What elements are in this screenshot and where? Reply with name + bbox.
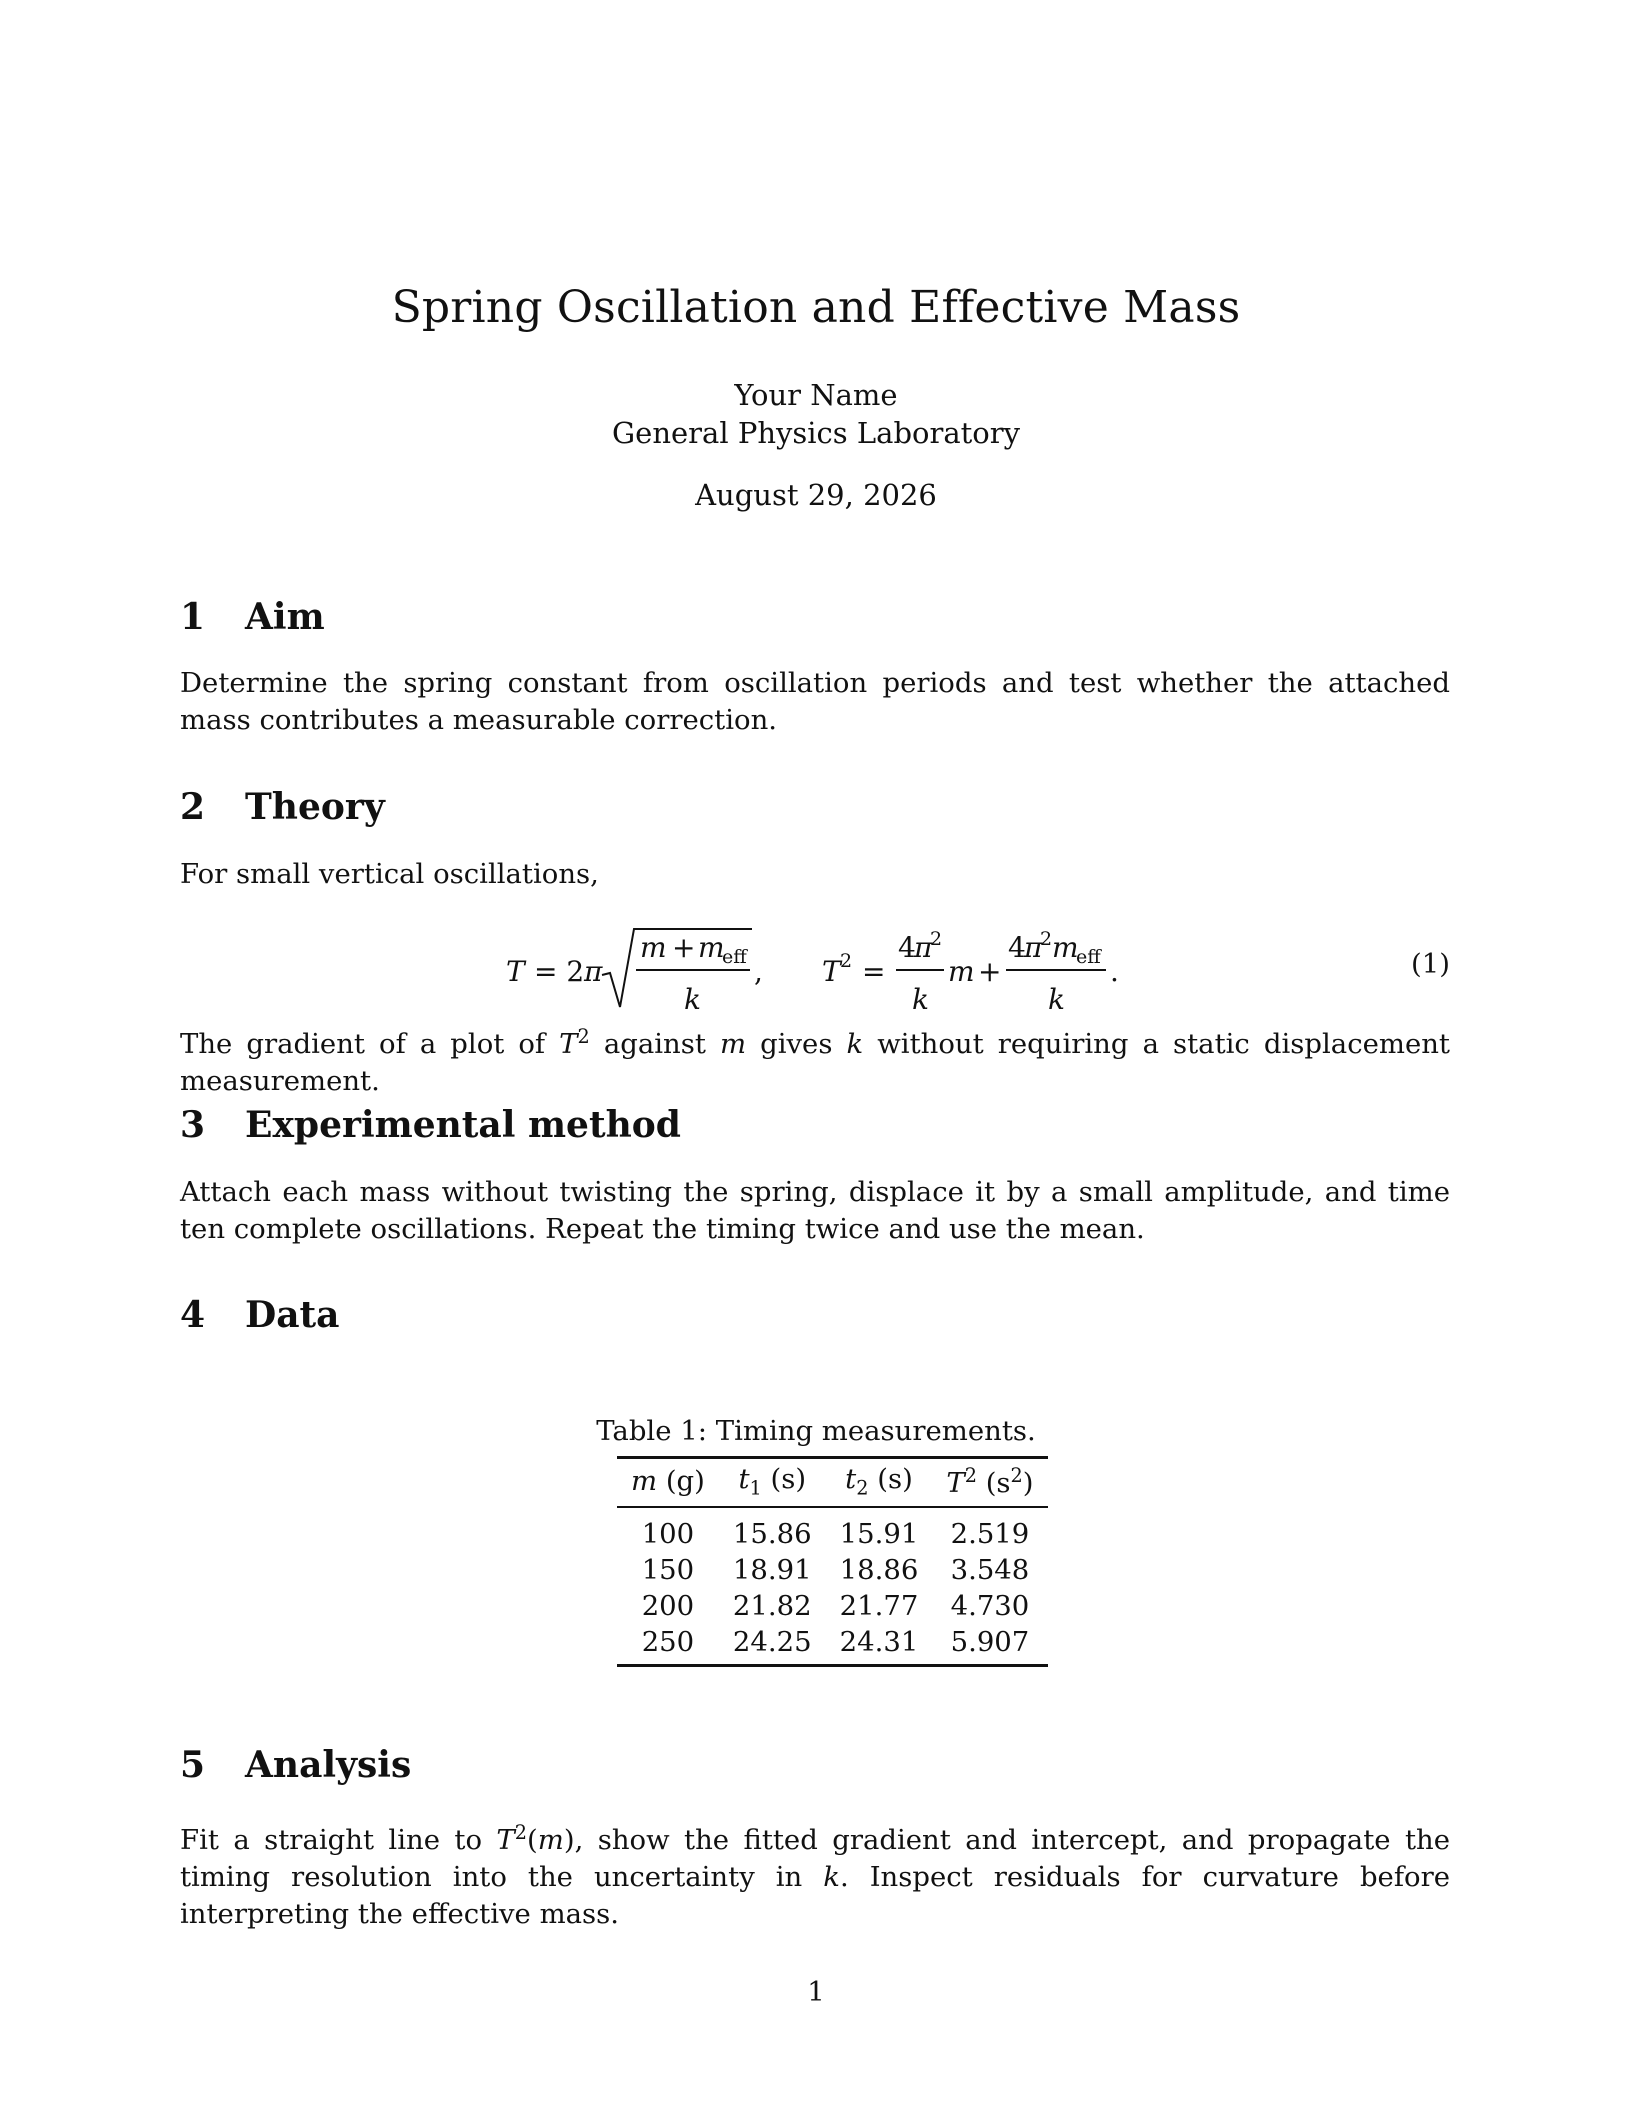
column-header-t1: $t_1$ (s) <box>719 1458 826 1507</box>
svg-text:4: 4 <box>898 931 916 964</box>
table-cell: 24.31 <box>826 1624 933 1666</box>
svg-text:m: m <box>1052 931 1079 964</box>
section-heading-theory <box>180 786 385 828</box>
section-number: 3 <box>180 1104 206 1146</box>
svg-text:m: m <box>948 955 975 988</box>
text-run: , show the fitted gradient and intercept, and propagate the timing resolution into the uncertainty in <box>180 1824 1450 1894</box>
column-header-T2: $T^2$ $(s^2)$ <box>932 1458 1047 1507</box>
symbol-m: m <box>537 1824 564 1857</box>
section-number: 1 <box>180 596 206 638</box>
svg-text:2: 2 <box>930 928 943 950</box>
svg-text:eff: eff <box>1076 946 1101 968</box>
svg-text:π: π <box>914 931 933 964</box>
svg-text:m: m <box>698 931 725 964</box>
svg-text:T: T <box>822 955 841 988</box>
svg-text:=: = <box>862 955 886 988</box>
timing-table <box>617 1456 1048 1667</box>
svg-text:k: k <box>1048 983 1065 1016</box>
document-title: Spring Oscillation and Effective Mass <box>391 282 1241 333</box>
text-run: The gradient of a plot of <box>180 1028 560 1061</box>
superscript-2: 2 <box>577 1025 590 1048</box>
section-title: Experimental method <box>245 1104 681 1146</box>
symbol-k: k <box>823 1861 840 1894</box>
svg-text:k: k <box>684 983 701 1016</box>
section-heading-analysis <box>180 1744 411 1786</box>
section-number: 2 <box>180 786 206 828</box>
author-block <box>0 376 1632 452</box>
theory-intro: For small vertical oscillations, <box>180 858 599 890</box>
equation-number: (1) <box>1411 948 1450 980</box>
svg-text:m: m <box>640 931 667 964</box>
table-cell: 15.91 <box>839 1517 919 1550</box>
column-header-mass: m (g) <box>617 1458 719 1507</box>
section-heading-aim <box>180 596 325 638</box>
svg-text:k: k <box>912 983 929 1016</box>
table-cell: 200 <box>641 1589 695 1622</box>
svg-text:.: . <box>1110 955 1119 988</box>
section-title: Analysis <box>245 1744 412 1786</box>
svg-text:eff: eff <box>722 946 747 968</box>
svg-text:2: 2 <box>1040 928 1053 950</box>
column-header-t2: $t_2$ (s) <box>826 1458 933 1507</box>
table-row <box>617 1588 1048 1624</box>
svg-text:,: , <box>754 955 763 988</box>
section-title: Aim <box>245 596 325 638</box>
section-number: 5 <box>180 1744 206 1786</box>
method-paragraph: Attach each mass without twisting the spring, displace it by a small amplitude, and time ten complete oscillations. Repeat the timing twice and use the mean. <box>180 1176 1450 1245</box>
aim-paragraph: Determine the spring constant from oscillation periods and test whether the attached mass contributes a measurable correction. <box>180 667 1450 736</box>
symbol-T: T <box>559 1028 578 1061</box>
table-cell: 150 <box>641 1553 695 1586</box>
theory-conclusion <box>180 1018 1450 1100</box>
text-run: Fit a straight line to <box>180 1824 497 1857</box>
table-cell: 21.77 <box>839 1589 919 1622</box>
table-row <box>617 1552 1048 1588</box>
table-cell: 5.907 <box>932 1624 1047 1666</box>
svg-text:π: π <box>1024 931 1043 964</box>
svg-text:+: + <box>672 931 696 964</box>
period-equation <box>500 915 1460 1025</box>
table-cell: 4.730 <box>950 1589 1030 1622</box>
author-name: Your Name <box>734 378 898 412</box>
symbol-k: k <box>846 1028 864 1061</box>
text-run: against <box>589 1028 720 1061</box>
section-number: 4 <box>180 1294 206 1336</box>
table-cell: 100 <box>641 1517 695 1550</box>
table-cell: 21.82 <box>732 1589 812 1622</box>
symbol-T: T <box>496 1824 515 1857</box>
section-heading-method <box>180 1104 681 1146</box>
symbol-m: m <box>719 1028 747 1061</box>
table-header-row <box>617 1458 1048 1507</box>
analysis-paragraph: Fit a straight line to $T^2(m)$, show the fitted gradient and intercept, and propagate the timing resolution into the uncertainty in k. Inspect residuals for curvature before interpreting the effective mass. <box>180 1821 1450 1931</box>
table-cell: 18.86 <box>839 1553 919 1586</box>
table-cell: 3.548 <box>950 1553 1030 1586</box>
table-row <box>617 1507 1048 1552</box>
table-cell: 24.25 <box>719 1624 826 1666</box>
text-run: without requiring a static displacement measurement. <box>180 1028 1450 1098</box>
svg-text:4: 4 <box>1008 931 1026 964</box>
table-caption: Table 1: Timing measurements. <box>596 1415 1036 1447</box>
text-run: gives <box>746 1028 847 1061</box>
section-title: Theory <box>245 786 385 828</box>
table-row <box>617 1624 1048 1666</box>
svg-text:= 2: = 2 <box>534 955 585 988</box>
section-title: Data <box>245 1294 340 1336</box>
table-cell: 2.519 <box>950 1517 1030 1550</box>
table-cell: 18.91 <box>732 1553 812 1586</box>
svg-text:T: T <box>506 955 525 988</box>
section-heading-data <box>180 1294 340 1336</box>
svg-text:π: π <box>584 955 603 988</box>
table-cell: 250 <box>617 1624 719 1666</box>
text-run: . Inspect residuals for curvature before interpreting the effective mass. <box>180 1861 1450 1931</box>
svg-text:+: + <box>978 955 1002 988</box>
svg-text:2: 2 <box>840 950 853 972</box>
superscript-2: 2 <box>514 1821 528 1844</box>
affiliation: General Physics Laboratory <box>612 416 1020 450</box>
page-number: 1 <box>807 1976 825 2008</box>
document-date: August 29, 2026 <box>695 478 937 512</box>
table-cell: 15.86 <box>732 1517 812 1550</box>
